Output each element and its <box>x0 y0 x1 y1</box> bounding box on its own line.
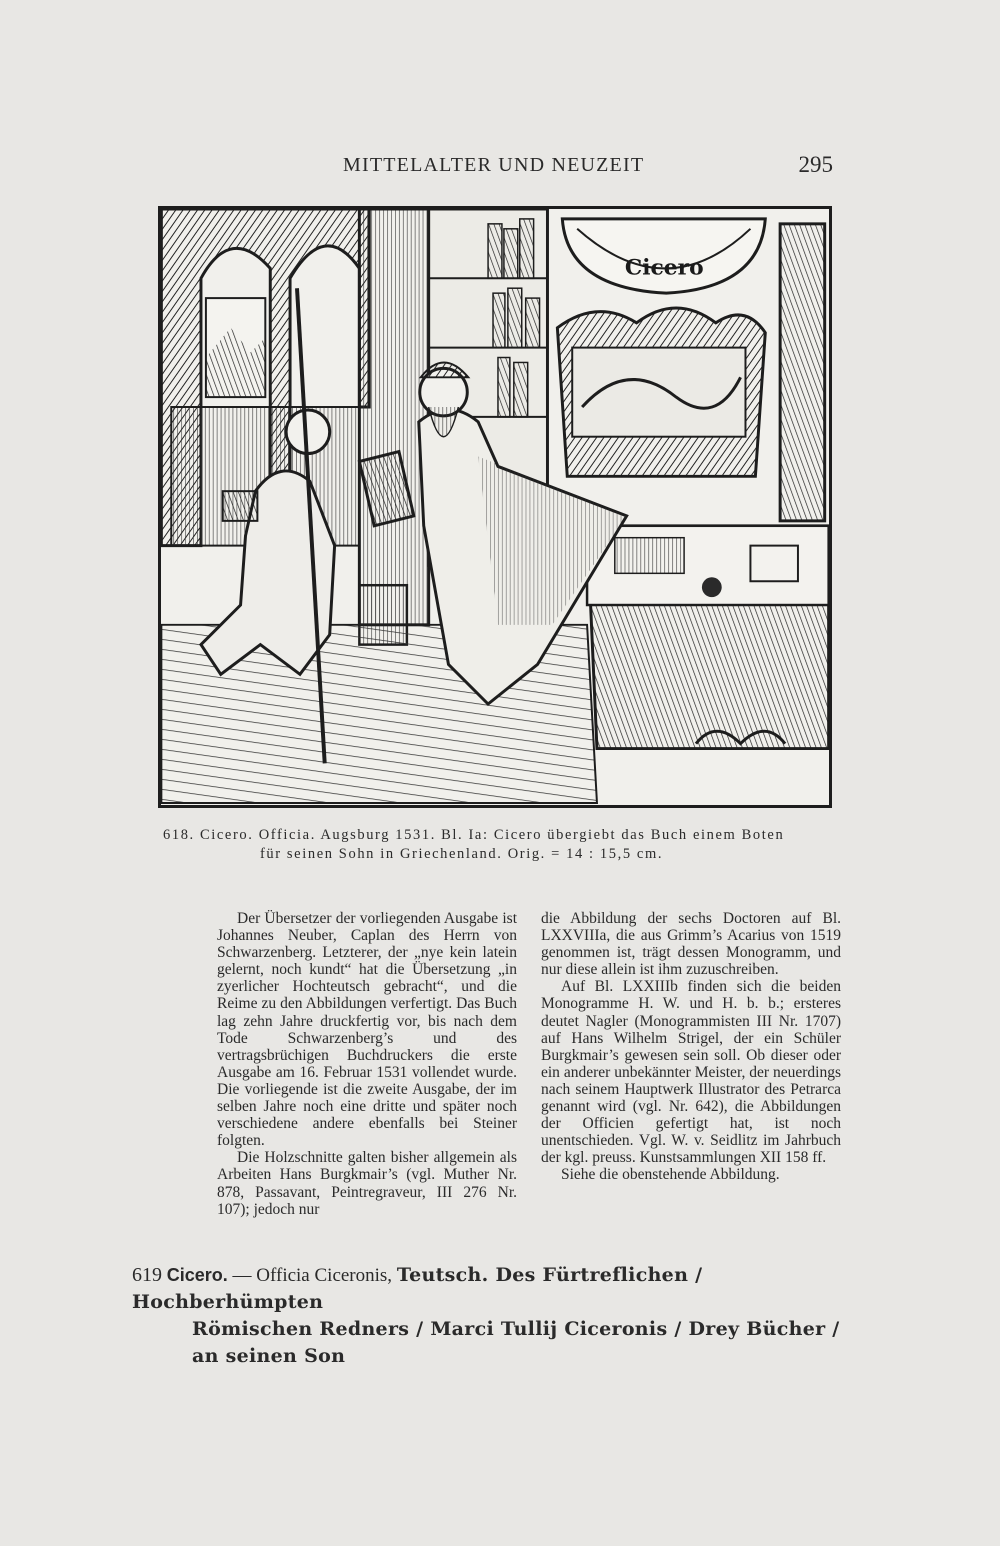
paragraph: Auf Bl. LXXIIIb finden sich die beiden Monogramme H. W. und H. b. b.; ersteres deutet Nagler (Monogrammisten III Nr. 1707) auf Hans Wilhelm Strigel, der ein Schüler Burgkmair’s gewesen sein soll. Ob dieser oder ein anderer unbekännter Meister, der neuerdings nach seinem Hauptwerk Illustrator des Petrarca genannt wird (vgl. Nr. 642), die Abbildungen der Officien gefertigt hat, ist noch unentschieden. Vgl. W. v. Seidlitz im Jahrbuch der kgl. preuss. Kunstsammlungen XII 158 ff. <box>541 978 841 1167</box>
paragraph: Die Holzschnitte galten bisher allgemein als Arbeiten Hans Burgkmair’s (vgl. Muther Nr. 878, Passavant, Peintregraveur, III 276 Nr. 107); jedoch nur <box>217 1149 517 1218</box>
running-head <box>163 154 833 184</box>
woodcut-illustration <box>158 206 832 808</box>
entry-gothic-title: Teutsch. Des Fürtreflichen / Hochberhümpten <box>132 1264 703 1313</box>
running-title: MITTELALTER UND NEUZEIT <box>343 154 645 176</box>
woodcut-drawing <box>161 209 829 805</box>
text-column-right <box>541 910 841 1184</box>
entry-number: 619 <box>132 1264 162 1286</box>
figure-caption <box>163 826 843 864</box>
paragraph: die Abbildung der sechs Doctoren auf Bl. LXXVIIIa, die aus Grimm’s Acarius von 1519 genommen ist, trägt dessen Monogramm, und nur diese allein ist ihm zuzuschreiben. <box>541 910 841 979</box>
banner-label: Cicero <box>624 255 704 281</box>
paragraph: Der Übersetzer der vorliegenden Ausgabe ist Johannes Neuber, Caplan des Herrn von Schwarzenberg. Letzterer, der „nye kein latein gelernt, noch kundt“ hat die Übersetzung „in zyerlicher Hochteutsch gebracht“, und die Reime zu den Abbildungen verfertigt. Das Buch lag zehn Jahre druckfertig vor, bis nach dem Tode Schwarzenberg’s und des vertragsbrüchigen Buchdruckers die erste Ausgabe am 16. Februar 1531 vollendet wurde. Die vorliegende ist die zweite Ausgabe, der im selben Jahre noch eine dritte und später noch verschiedene andere ebenfalls bei Steiner folgten. <box>217 910 517 1150</box>
paragraph: Siehe die obenstehende Abbildung. <box>561 1166 780 1184</box>
page-number: 295 <box>798 152 833 177</box>
caption-line-2: für seinen Sohn in Griechenland. Orig. = 14 : 15,5 cm. <box>260 846 664 862</box>
entry-gothic-title-continued: Römischen Redners / Marci Tullij Ciceronis / Drey Bücher / an seinen Son <box>192 1318 840 1367</box>
caption-line-1: 618. Cicero. Officia. Augsburg 1531. Bl. Ia: Cicero übergiebt das Buch einem Boten <box>163 827 785 843</box>
entry-name: Cicero. <box>166 1265 228 1285</box>
catalogue-entry <box>132 1262 844 1370</box>
text-column-left <box>217 910 517 1218</box>
entry-text: — Officia Ciceronis, <box>227 1265 397 1286</box>
